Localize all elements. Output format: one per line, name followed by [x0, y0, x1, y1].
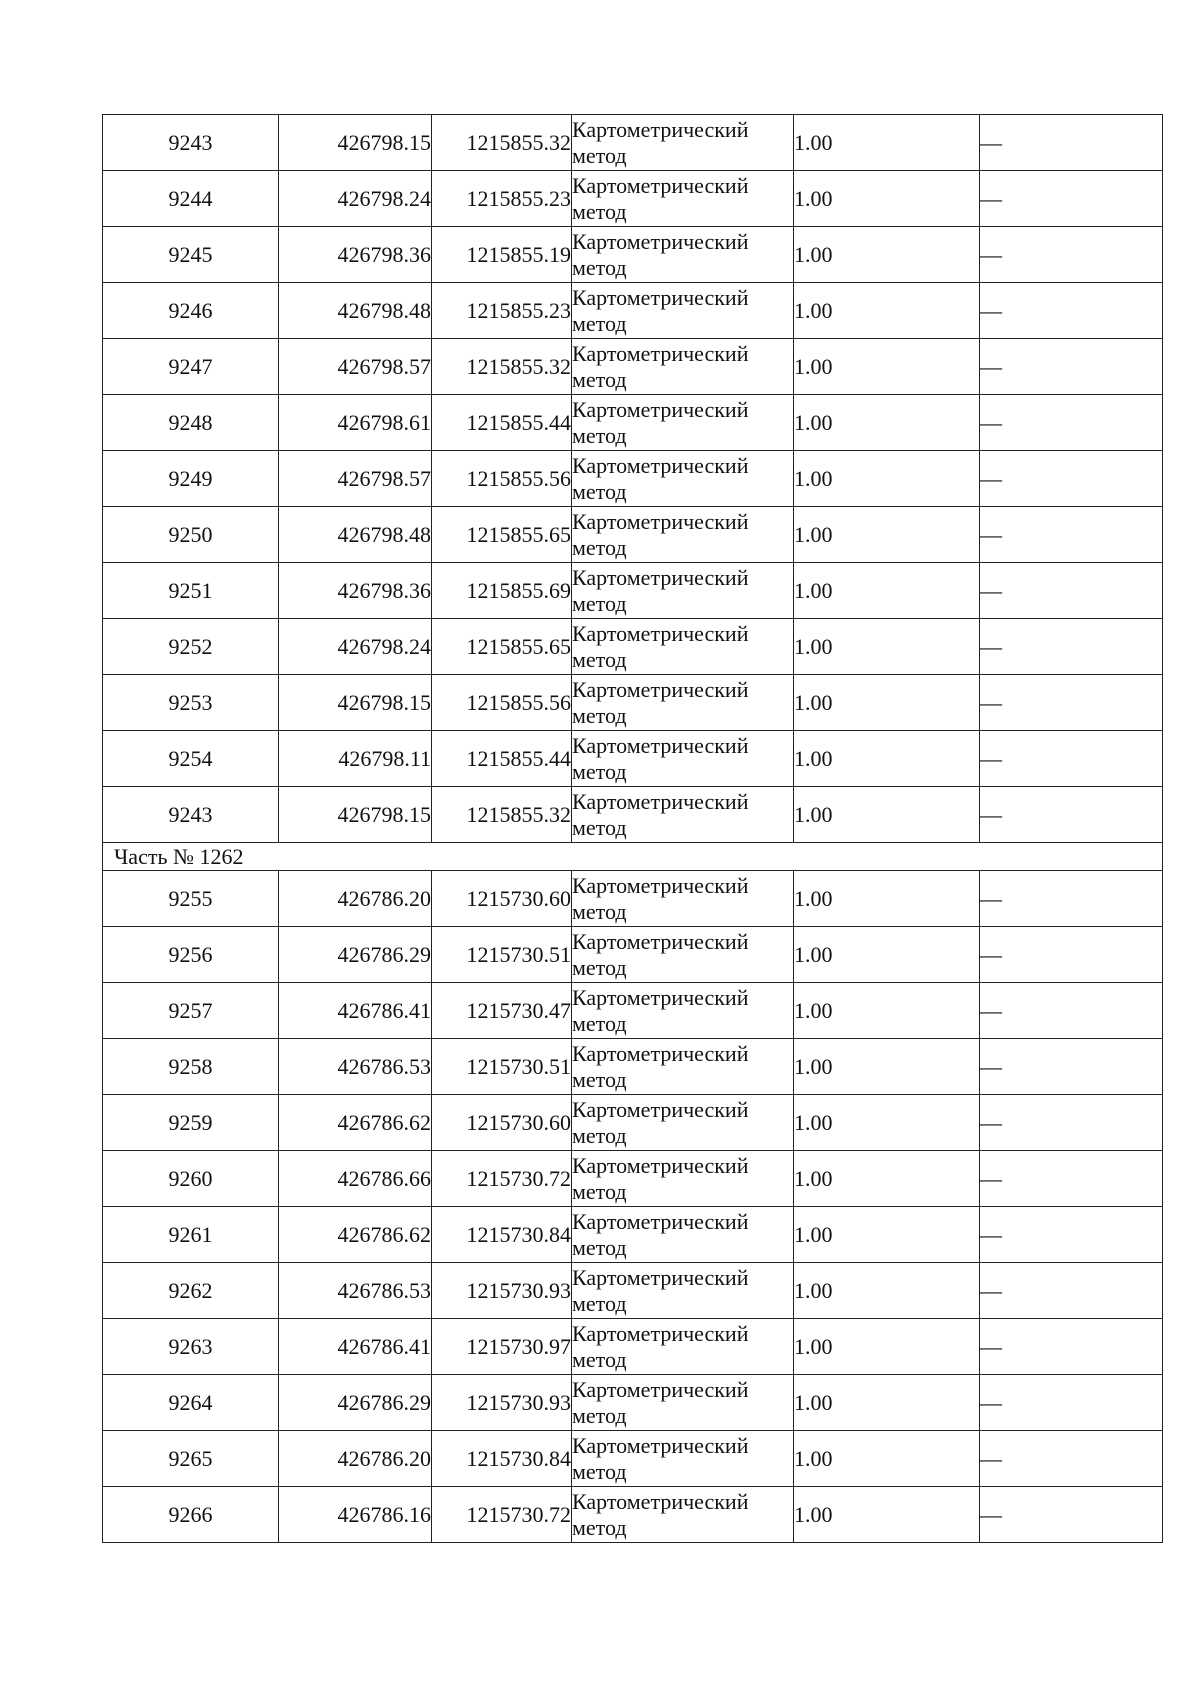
point-number-cell: 9262	[103, 1263, 279, 1319]
description-cell: —	[980, 1319, 1163, 1375]
x-coordinate-cell: 426798.57	[279, 451, 432, 507]
method-line-2: метод	[572, 478, 627, 504]
point-number-cell: 9247	[103, 339, 279, 395]
method-line-1: Картометрический	[572, 928, 749, 954]
method-cell	[572, 1263, 794, 1319]
accuracy-cell: 1.00	[794, 339, 980, 395]
y-coordinate-cell: 1215855.65	[432, 507, 572, 563]
method-cell	[572, 395, 794, 451]
method-line-2: метод	[572, 758, 627, 784]
description-cell: —	[980, 1263, 1163, 1319]
method-line-1: Картометрический	[572, 732, 749, 758]
description-cell: —	[980, 283, 1163, 339]
point-number-cell: 9256	[103, 927, 279, 983]
point-number-cell: 9253	[103, 675, 279, 731]
x-coordinate-cell: 426786.66	[279, 1151, 432, 1207]
method-line-1: Картометрический	[572, 1488, 749, 1514]
accuracy-cell: 1.00	[794, 1039, 980, 1095]
y-coordinate-cell: 1215855.32	[432, 787, 572, 843]
table-row	[103, 1487, 1163, 1543]
table-row	[103, 619, 1163, 675]
table-row	[103, 1319, 1163, 1375]
method-cell	[572, 619, 794, 675]
method-line-1: Картометрический	[572, 872, 749, 898]
method-line-1: Картометрический	[572, 396, 749, 422]
x-coordinate-cell: 426786.20	[279, 1431, 432, 1487]
method-line-1: Картометрический	[572, 1320, 749, 1346]
method-cell	[572, 731, 794, 787]
x-coordinate-cell: 426786.62	[279, 1207, 432, 1263]
point-number-cell: 9244	[103, 171, 279, 227]
description-cell: —	[980, 787, 1163, 843]
method-cell	[572, 927, 794, 983]
y-coordinate-cell: 1215855.65	[432, 619, 572, 675]
table-row	[103, 675, 1163, 731]
point-number-cell: 9246	[103, 283, 279, 339]
accuracy-cell: 1.00	[794, 227, 980, 283]
accuracy-cell: 1.00	[794, 1319, 980, 1375]
description-cell: —	[980, 115, 1163, 171]
y-coordinate-cell: 1215855.32	[432, 115, 572, 171]
method-line-2: метод	[572, 1458, 627, 1484]
description-cell: —	[980, 675, 1163, 731]
method-line-2: метод	[572, 814, 627, 840]
method-cell	[572, 1151, 794, 1207]
x-coordinate-cell: 426798.48	[279, 283, 432, 339]
description-cell: —	[980, 451, 1163, 507]
accuracy-cell: 1.00	[794, 563, 980, 619]
method-line-1: Картометрический	[572, 1208, 749, 1234]
point-number-cell: 9254	[103, 731, 279, 787]
method-cell	[572, 1039, 794, 1095]
accuracy-cell: 1.00	[794, 115, 980, 171]
x-coordinate-cell: 426786.16	[279, 1487, 432, 1543]
description-cell: —	[980, 927, 1163, 983]
accuracy-cell: 1.00	[794, 871, 980, 927]
method-line-2: метод	[572, 1290, 627, 1316]
method-line-1: Картометрический	[572, 340, 749, 366]
x-coordinate-cell: 426798.57	[279, 339, 432, 395]
point-number-cell: 9265	[103, 1431, 279, 1487]
point-number-cell: 9261	[103, 1207, 279, 1263]
method-line-2: метод	[572, 142, 627, 168]
x-coordinate-cell: 426798.61	[279, 395, 432, 451]
method-line-2: метод	[572, 366, 627, 392]
method-line-1: Картометрический	[572, 620, 749, 646]
y-coordinate-cell: 1215855.69	[432, 563, 572, 619]
table-row	[103, 787, 1163, 843]
point-number-cell: 9266	[103, 1487, 279, 1543]
y-coordinate-cell: 1215855.56	[432, 675, 572, 731]
table-row	[103, 1207, 1163, 1263]
method-line-2: метод	[572, 590, 627, 616]
y-coordinate-cell: 1215730.60	[432, 1095, 572, 1151]
method-line-1: Картометрический	[572, 1264, 749, 1290]
y-coordinate-cell: 1215730.97	[432, 1319, 572, 1375]
y-coordinate-cell: 1215855.23	[432, 283, 572, 339]
point-number-cell: 9263	[103, 1319, 279, 1375]
method-cell	[572, 675, 794, 731]
x-coordinate-cell: 426786.53	[279, 1263, 432, 1319]
x-coordinate-cell: 426798.24	[279, 171, 432, 227]
method-cell	[572, 227, 794, 283]
description-cell: —	[980, 983, 1163, 1039]
accuracy-cell: 1.00	[794, 983, 980, 1039]
y-coordinate-cell: 1215730.47	[432, 983, 572, 1039]
y-coordinate-cell: 1215855.19	[432, 227, 572, 283]
description-cell: —	[980, 171, 1163, 227]
method-line-2: метод	[572, 1010, 627, 1036]
x-coordinate-cell: 426786.29	[279, 927, 432, 983]
y-coordinate-cell: 1215855.56	[432, 451, 572, 507]
method-line-1: Картометрический	[572, 1040, 749, 1066]
method-cell	[572, 339, 794, 395]
method-line-1: Картометрический	[572, 1376, 749, 1402]
x-coordinate-cell: 426798.24	[279, 619, 432, 675]
coordinates-table	[102, 114, 1163, 1543]
y-coordinate-cell: 1215730.60	[432, 871, 572, 927]
x-coordinate-cell: 426798.36	[279, 227, 432, 283]
x-coordinate-cell: 426786.20	[279, 871, 432, 927]
accuracy-cell: 1.00	[794, 171, 980, 227]
accuracy-cell: 1.00	[794, 1151, 980, 1207]
x-coordinate-cell: 426798.15	[279, 787, 432, 843]
x-coordinate-cell: 426786.62	[279, 1095, 432, 1151]
description-cell: —	[980, 1487, 1163, 1543]
description-cell: —	[980, 227, 1163, 283]
y-coordinate-cell: 1215730.84	[432, 1431, 572, 1487]
table-row	[103, 927, 1163, 983]
method-line-1: Картометрический	[572, 676, 749, 702]
method-line-1: Картометрический	[572, 452, 749, 478]
table-row	[103, 339, 1163, 395]
accuracy-cell: 1.00	[794, 927, 980, 983]
accuracy-cell: 1.00	[794, 1431, 980, 1487]
method-line-1: Картометрический	[572, 228, 749, 254]
method-line-1: Картометрический	[572, 1096, 749, 1122]
y-coordinate-cell: 1215855.44	[432, 395, 572, 451]
part-header-row	[103, 843, 1163, 871]
method-line-1: Картометрический	[572, 1152, 749, 1178]
x-coordinate-cell: 426786.41	[279, 983, 432, 1039]
method-line-2: метод	[572, 1514, 627, 1540]
method-line-2: метод	[572, 310, 627, 336]
method-cell	[572, 787, 794, 843]
accuracy-cell: 1.00	[794, 1095, 980, 1151]
description-cell: —	[980, 507, 1163, 563]
method-line-2: метод	[572, 534, 627, 560]
method-cell	[572, 1207, 794, 1263]
method-cell	[572, 871, 794, 927]
accuracy-cell: 1.00	[794, 619, 980, 675]
point-number-cell: 9257	[103, 983, 279, 1039]
table-row	[103, 1431, 1163, 1487]
description-cell: —	[980, 1095, 1163, 1151]
method-cell	[572, 115, 794, 171]
description-cell: —	[980, 563, 1163, 619]
accuracy-cell: 1.00	[794, 1375, 980, 1431]
table-row	[103, 227, 1163, 283]
method-line-2: метод	[572, 254, 627, 280]
method-cell	[572, 283, 794, 339]
method-cell	[572, 1319, 794, 1375]
point-number-cell: 9250	[103, 507, 279, 563]
point-number-cell: 9249	[103, 451, 279, 507]
method-line-1: Картометрический	[572, 284, 749, 310]
y-coordinate-cell: 1215730.84	[432, 1207, 572, 1263]
method-line-2: метод	[572, 1122, 627, 1148]
method-cell	[572, 983, 794, 1039]
point-number-cell: 9248	[103, 395, 279, 451]
x-coordinate-cell: 426798.36	[279, 563, 432, 619]
method-line-2: метод	[572, 422, 627, 448]
method-line-1: Картометрический	[572, 116, 749, 142]
method-cell	[572, 451, 794, 507]
y-coordinate-cell: 1215730.72	[432, 1487, 572, 1543]
accuracy-cell: 1.00	[794, 283, 980, 339]
table-row	[103, 1039, 1163, 1095]
method-cell	[572, 1487, 794, 1543]
table-row	[103, 1095, 1163, 1151]
table-row	[103, 395, 1163, 451]
method-line-2: метод	[572, 702, 627, 728]
accuracy-cell: 1.00	[794, 731, 980, 787]
x-coordinate-cell: 426786.53	[279, 1039, 432, 1095]
point-number-cell: 9255	[103, 871, 279, 927]
accuracy-cell: 1.00	[794, 1207, 980, 1263]
y-coordinate-cell: 1215730.51	[432, 927, 572, 983]
method-cell	[572, 507, 794, 563]
table-row	[103, 451, 1163, 507]
description-cell: —	[980, 871, 1163, 927]
method-line-2: метод	[572, 898, 627, 924]
accuracy-cell: 1.00	[794, 507, 980, 563]
x-coordinate-cell: 426798.15	[279, 675, 432, 731]
method-cell	[572, 563, 794, 619]
x-coordinate-cell: 426786.29	[279, 1375, 432, 1431]
method-line-1: Картометрический	[572, 1432, 749, 1458]
method-line-2: метод	[572, 1178, 627, 1204]
description-cell: —	[980, 339, 1163, 395]
method-line-2: метод	[572, 1346, 627, 1372]
description-cell: —	[980, 1375, 1163, 1431]
point-number-cell: 9264	[103, 1375, 279, 1431]
x-coordinate-cell: 426798.15	[279, 115, 432, 171]
method-cell	[572, 1431, 794, 1487]
description-cell: —	[980, 619, 1163, 675]
description-cell: —	[980, 1151, 1163, 1207]
method-line-1: Картометрический	[572, 984, 749, 1010]
method-line-2: метод	[572, 1066, 627, 1092]
method-line-2: метод	[572, 1234, 627, 1260]
accuracy-cell: 1.00	[794, 675, 980, 731]
x-coordinate-cell: 426798.11	[279, 731, 432, 787]
method-cell	[572, 1375, 794, 1431]
point-number-cell: 9245	[103, 227, 279, 283]
method-line-2: метод	[572, 646, 627, 672]
description-cell: —	[980, 395, 1163, 451]
y-coordinate-cell: 1215730.93	[432, 1375, 572, 1431]
point-number-cell: 9243	[103, 787, 279, 843]
table-row	[103, 507, 1163, 563]
table-row	[103, 1151, 1163, 1207]
description-cell: —	[980, 1207, 1163, 1263]
table-row	[103, 171, 1163, 227]
point-number-cell: 9243	[103, 115, 279, 171]
point-number-cell: 9251	[103, 563, 279, 619]
method-cell	[572, 1095, 794, 1151]
method-line-2: метод	[572, 954, 627, 980]
table-row	[103, 1263, 1163, 1319]
point-number-cell: 9258	[103, 1039, 279, 1095]
x-coordinate-cell: 426786.41	[279, 1319, 432, 1375]
y-coordinate-cell: 1215855.44	[432, 731, 572, 787]
table-row	[103, 283, 1163, 339]
table-row	[103, 871, 1163, 927]
table-row	[103, 115, 1163, 171]
table-row	[103, 1375, 1163, 1431]
description-cell: —	[980, 731, 1163, 787]
y-coordinate-cell: 1215730.51	[432, 1039, 572, 1095]
accuracy-cell: 1.00	[794, 787, 980, 843]
table-row	[103, 563, 1163, 619]
description-cell: —	[980, 1039, 1163, 1095]
method-cell	[572, 171, 794, 227]
accuracy-cell: 1.00	[794, 1487, 980, 1543]
point-number-cell: 9260	[103, 1151, 279, 1207]
method-line-1: Картометрический	[572, 564, 749, 590]
accuracy-cell: 1.00	[794, 1263, 980, 1319]
accuracy-cell: 1.00	[794, 395, 980, 451]
description-cell: —	[980, 1431, 1163, 1487]
method-line-1: Картометрический	[572, 788, 749, 814]
method-line-1: Картометрический	[572, 172, 749, 198]
table-row	[103, 731, 1163, 787]
x-coordinate-cell: 426798.48	[279, 507, 432, 563]
point-number-cell: 9259	[103, 1095, 279, 1151]
y-coordinate-cell: 1215730.93	[432, 1263, 572, 1319]
coordinates-table-body	[103, 115, 1163, 1543]
y-coordinate-cell: 1215730.72	[432, 1151, 572, 1207]
point-number-cell: 9252	[103, 619, 279, 675]
method-line-1: Картометрический	[572, 508, 749, 534]
table-row	[103, 983, 1163, 1039]
y-coordinate-cell: 1215855.32	[432, 339, 572, 395]
accuracy-cell: 1.00	[794, 451, 980, 507]
method-line-2: метод	[572, 1402, 627, 1428]
part-label: Часть № 1262	[103, 843, 1163, 871]
method-line-2: метод	[572, 198, 627, 224]
y-coordinate-cell: 1215855.23	[432, 171, 572, 227]
